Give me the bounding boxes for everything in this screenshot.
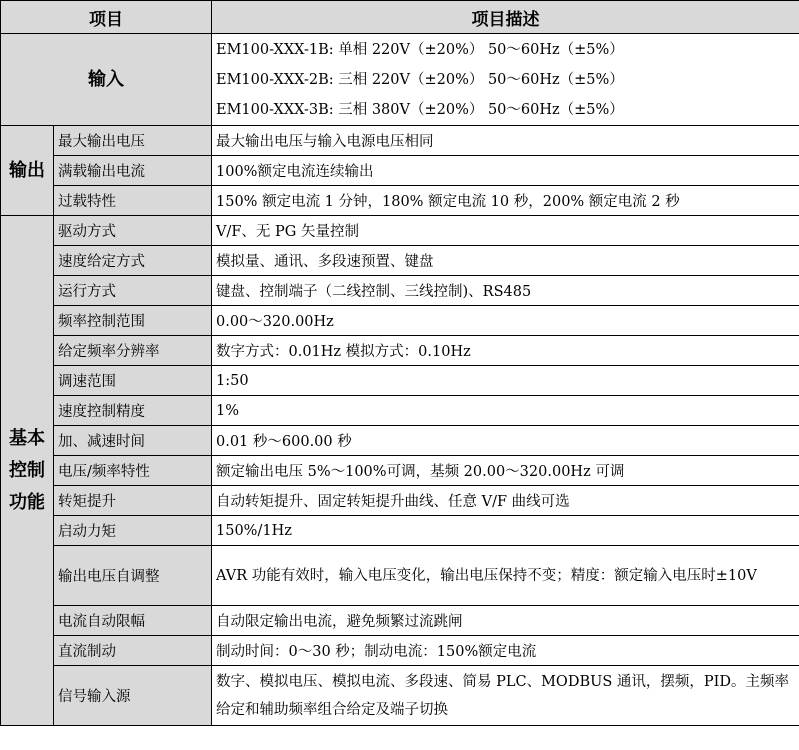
row-item: 速度控制精度 xyxy=(54,396,212,426)
table-row xyxy=(1,666,799,726)
row-item: 驱动方式 xyxy=(54,216,212,246)
input-line: EM100-XXX-3B: 三相 380V（±20%） 50～60Hz（±5%） xyxy=(216,101,624,118)
table-row xyxy=(1,276,799,306)
row-desc: 0.01 秒～600.00 秒 xyxy=(212,426,799,456)
row-item: 调速范围 xyxy=(54,366,212,396)
table-row xyxy=(1,126,799,156)
row-item: 速度给定方式 xyxy=(54,246,212,276)
row-item: 直流制动 xyxy=(54,636,212,666)
table-row xyxy=(1,456,799,486)
row-item: 过载特性 xyxy=(54,186,212,216)
row-item: 启动力矩 xyxy=(54,516,212,546)
table-row xyxy=(1,336,799,366)
row-item: 运行方式 xyxy=(54,276,212,306)
output-group-label: 输出 xyxy=(1,126,54,216)
row-desc: 数字、模拟电压、模拟电流、多段速、简易 PLC、MODBUS 通讯，摆频，PID。主频率给定和辅助频率组合给定及端子切换 xyxy=(212,666,799,726)
row-item: 转矩提升 xyxy=(54,486,212,516)
row-desc: AVR 功能有效时，输入电压变化，输出电压保持不变；精度：额定输入电压时±10V xyxy=(212,546,799,606)
row-desc: V/F、无 PG 矢量控制 xyxy=(212,216,799,246)
row-desc: 150% 额定电流 1 分钟，180% 额定电流 10 秒，200% 额定电流 2 秒 xyxy=(212,186,799,216)
table-row xyxy=(1,486,799,516)
table-row xyxy=(1,636,799,666)
table-row xyxy=(1,366,799,396)
row-item: 加、减速时间 xyxy=(54,426,212,456)
row-desc: 数字方式：0.01Hz 模拟方式：0.10Hz xyxy=(212,336,799,366)
row-desc: 1:50 xyxy=(212,366,799,396)
table-row xyxy=(1,186,799,216)
row-desc: 100%额定电流连续输出 xyxy=(212,156,799,186)
table-row xyxy=(1,396,799,426)
row-desc: 0.00～320.00Hz xyxy=(212,306,799,336)
input-line: EM100-XXX-2B: 三相 220V（±20%） 50～60Hz（±5%） xyxy=(216,71,624,88)
header-item: 项目 xyxy=(1,1,212,34)
table-row xyxy=(1,306,799,336)
table-row xyxy=(1,516,799,546)
row-desc: 自动转矩提升、固定转矩提升曲线、任意 V/F 曲线可选 xyxy=(212,486,799,516)
table-row xyxy=(1,34,799,126)
table-header-row xyxy=(1,1,799,34)
table-row xyxy=(1,426,799,456)
row-desc: 150%/1Hz xyxy=(212,516,799,546)
table-row xyxy=(1,546,799,606)
row-item: 输出电压自调整 xyxy=(54,546,212,606)
input-group-label: 输入 xyxy=(1,34,212,126)
row-desc: 模拟量、通讯、多段速预置、键盘 xyxy=(212,246,799,276)
row-desc: 额定输出电压 5%～100%可调，基频 20.00～320.00Hz 可调 xyxy=(212,456,799,486)
table-row xyxy=(1,246,799,276)
input-desc xyxy=(212,34,799,126)
row-desc: 制动时间：0～30 秒；制动电流：150%额定电流 xyxy=(212,636,799,666)
basic-group-label: 基本控制功能 xyxy=(1,216,54,726)
row-item: 电压/频率特性 xyxy=(54,456,212,486)
row-item: 电流自动限幅 xyxy=(54,606,212,636)
row-item: 频率控制范围 xyxy=(54,306,212,336)
table-row xyxy=(1,606,799,636)
row-item: 信号输入源 xyxy=(54,666,212,726)
row-desc: 键盘、控制端子（二线控制、三线控制)、RS485 xyxy=(212,276,799,306)
input-line: EM100-XXX-1B: 单相 220V（±20%） 50～60Hz（±5%） xyxy=(216,41,624,58)
row-desc: 1% xyxy=(212,396,799,426)
table-row xyxy=(1,156,799,186)
table-row xyxy=(1,216,799,246)
row-item: 最大输出电压 xyxy=(54,126,212,156)
row-desc: 自动限定输出电流，避免频繁过流跳闸 xyxy=(212,606,799,636)
header-desc: 项目描述 xyxy=(212,1,799,34)
row-item: 给定频率分辨率 xyxy=(54,336,212,366)
row-item: 满载输出电流 xyxy=(54,156,212,186)
row-desc: 最大输出电压与输入电源电压相同 xyxy=(212,126,799,156)
